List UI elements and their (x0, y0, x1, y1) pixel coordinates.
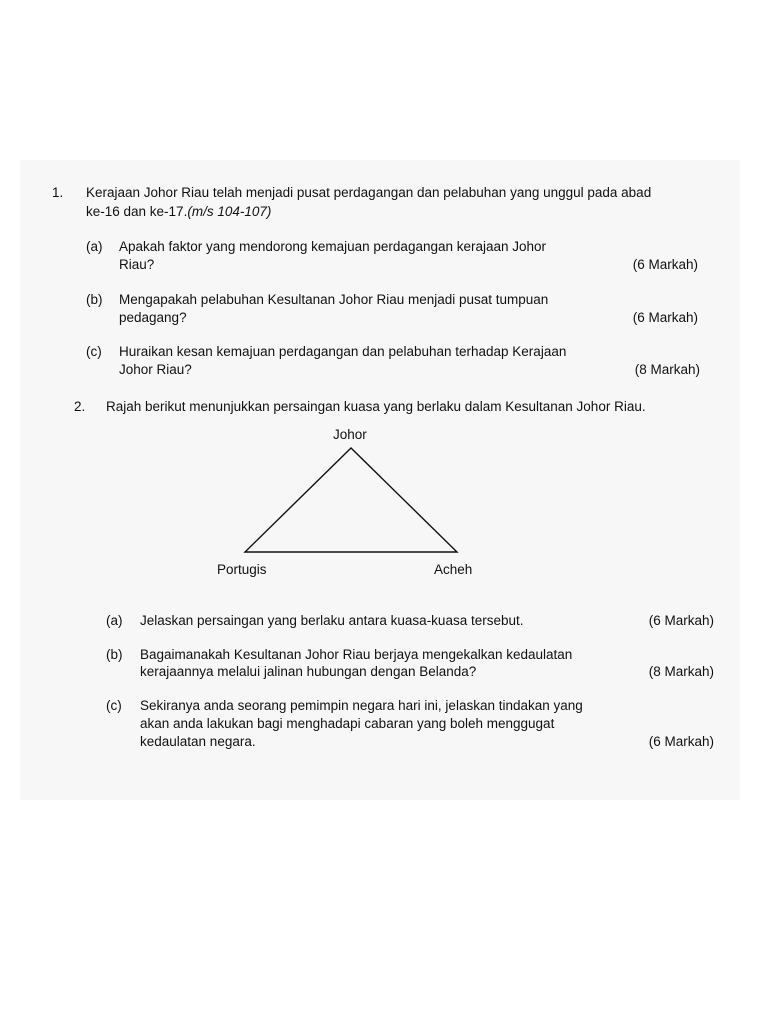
q1a-label: (a) (86, 239, 103, 254)
q1c-text-line2: Johor Riau? (119, 362, 192, 377)
q1a-text-line1: Apakah faktor yang mendorong kemajuan perdagangan kerajaan Johor (119, 239, 547, 254)
diagram-label-right: Acheh (434, 562, 473, 577)
diagram-label-top: Johor (333, 427, 367, 442)
q2b-label: (b) (106, 647, 123, 662)
q1b-text-line1: Mengapakah pelabuhan Kesultanan Johor Riau menjadi pusat tumpuan (119, 292, 549, 307)
triangle-shape (245, 448, 457, 552)
q2a-marks: (6 Markah) (648, 613, 714, 628)
q1-page-reference: (m/s 104-107) (187, 204, 272, 219)
q2b-text-line1: Bagaimanakah Kesultanan Johor Riau berjaya mengekalkan kedaulatan (140, 647, 573, 662)
q1-number: 1. (52, 185, 64, 200)
q1b-label: (b) (86, 292, 103, 307)
q1b-marks: (6 Markah) (632, 310, 698, 325)
q1b-text-line2: pedagang? (119, 310, 187, 325)
q2b-marks: (8 Markah) (648, 664, 714, 679)
diagram-label-left: Portugis (217, 562, 267, 577)
q1a-text-line2: Riau? (119, 257, 155, 272)
q1c-marks: (8 Markah) (634, 362, 700, 377)
q2c-text-line2: akan anda lakukan bagi menghadapi cabaran yang boleh menggugat (140, 716, 555, 731)
q2c-text-line3: kedaulatan negara. (140, 734, 256, 749)
q2b-text-line2: kerajaannya melalui jalinan hubungan dengan Belanda? (140, 664, 477, 679)
q2-intro: Rajah berikut menunjukkan persaingan kuasa yang berlaku dalam Kesultanan Johor Riau. (106, 399, 646, 414)
q2c-text-line1: Sekiranya anda seorang pemimpin negara hari ini, jelaskan tindakan yang (140, 698, 583, 713)
q2a-label: (a) (106, 613, 123, 628)
q1c-text-line1: Huraikan kesan kemajuan perdagangan dan pelabuhan terhadap Kerajaan (119, 344, 567, 359)
q1a-marks: (6 Markah) (632, 257, 698, 272)
q1c-label: (c) (86, 344, 102, 359)
q2c-label: (c) (106, 698, 122, 713)
q1-text-plain: ke-16 dan ke-17. (86, 204, 188, 219)
q2-number: 2. (74, 399, 86, 414)
q2c-marks: (6 Markah) (648, 734, 714, 749)
q1-text-line1: Kerajaan Johor Riau telah menjadi pusat perdagangan dan pelabuhan yang unggul pada abad (86, 185, 652, 200)
q2a-text-line1: Jelaskan persaingan yang berlaku antara kuasa-kuasa tersebut. (140, 613, 524, 628)
